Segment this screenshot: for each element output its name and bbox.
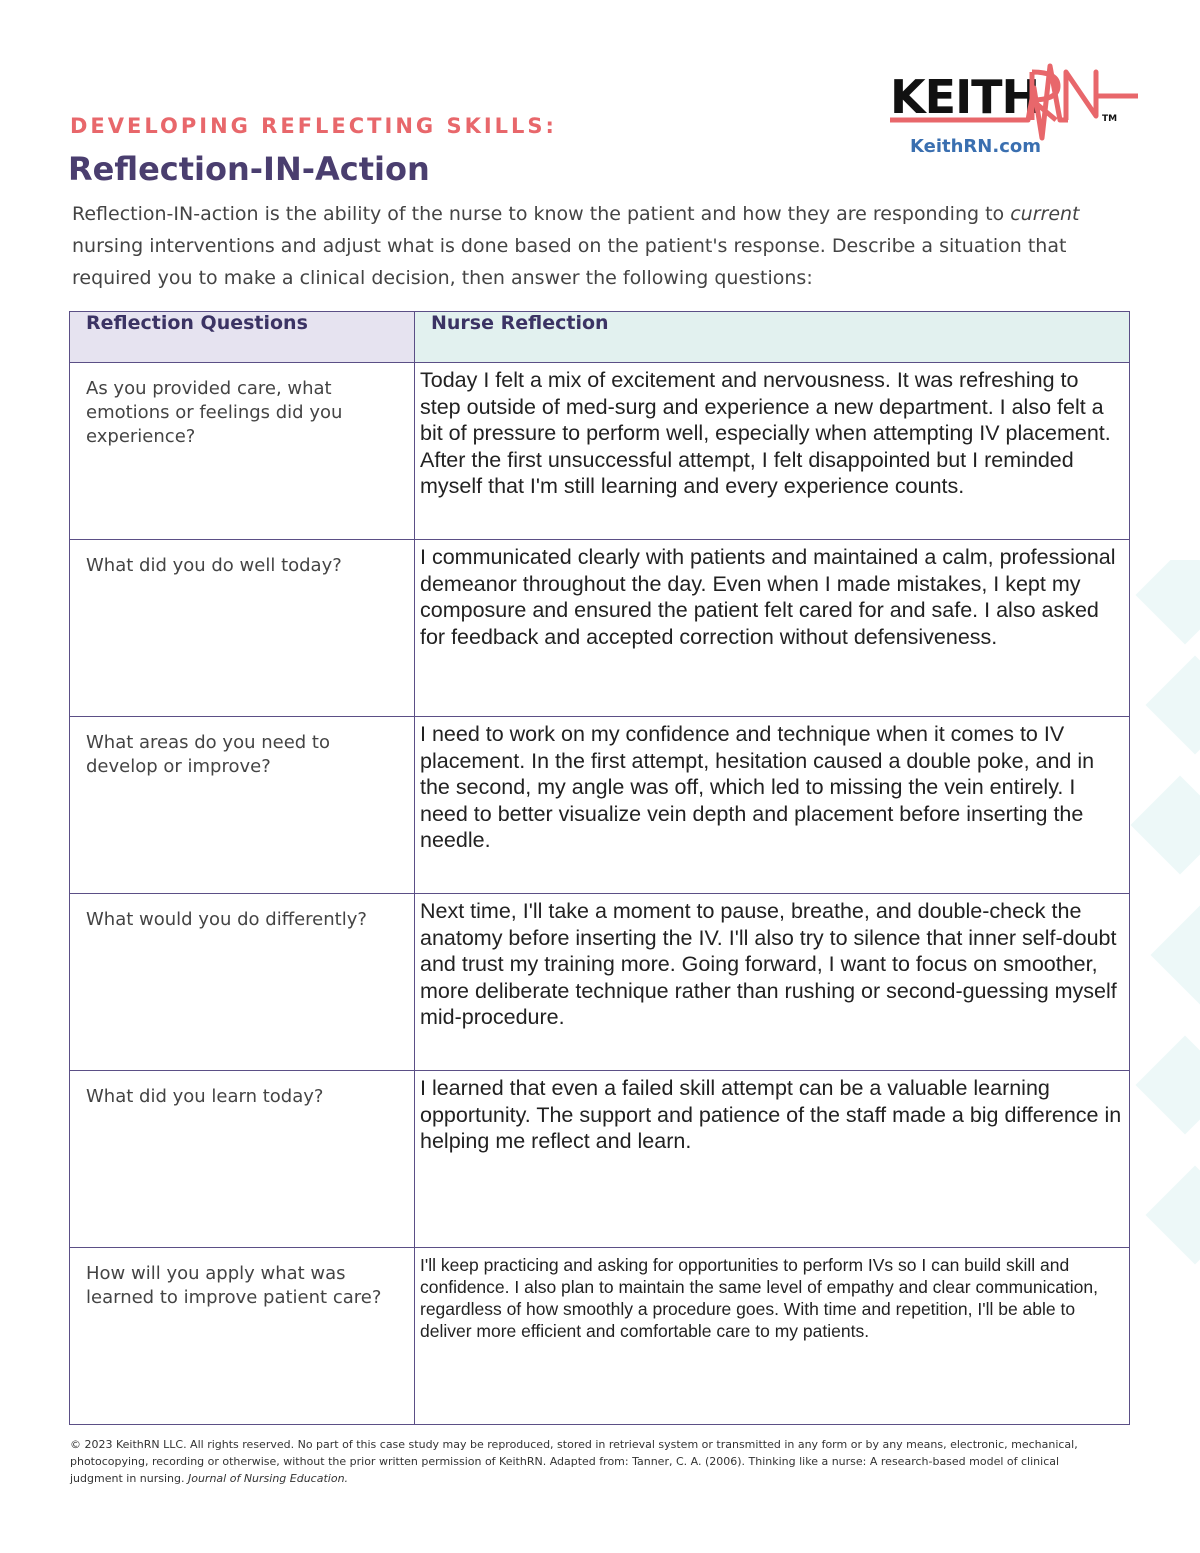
decorative-diamond-pattern bbox=[1130, 560, 1200, 1320]
table-row bbox=[70, 894, 1130, 1071]
intro-text-end: nursing interventions and adjust what is done based on the patient's response. Describe a situation that required you to make a clinical decision, then answer the following questions: bbox=[72, 235, 1067, 289]
section-kicker: DEVELOPING REFLECTING SKILLS: bbox=[70, 114, 557, 138]
intro-text-start: Reflection-IN-action is the ability of the nurse to know the patient and how they are responding to bbox=[72, 203, 1011, 225]
table-row bbox=[70, 363, 1130, 540]
footer-journal: Journal of Nursing Education. bbox=[187, 1472, 349, 1485]
question-cell: As you provided care, what emotions or feelings did you experience? bbox=[70, 363, 415, 540]
page-title: Reflection-IN-Action bbox=[68, 150, 430, 188]
question-cell: What did you learn today? bbox=[70, 1071, 415, 1248]
question-cell: What did you do well today? bbox=[70, 540, 415, 717]
header-nurse-reflection: Nurse Reflection bbox=[415, 312, 1130, 363]
answer-cell[interactable]: I communicated clearly with patients and maintained a calm, professional demeanor throughout the day. Even when I made mistakes, I kept my composure and ensured the patient felt cared for and safe. I also asked for feedback and accepted correction without defensiveness. bbox=[415, 540, 1130, 717]
header-reflection-questions: Reflection Questions bbox=[70, 312, 415, 363]
logo-trademark: TM bbox=[1102, 114, 1118, 124]
answer-cell[interactable]: I learned that even a failed skill attempt can be a valuable learning opportunity. The support and patience of the staff made a big difference in helping me reflect and learn. bbox=[415, 1071, 1130, 1248]
table-row bbox=[70, 540, 1130, 717]
logo-wordmark: KEITH bbox=[890, 70, 1040, 124]
copyright-footer bbox=[70, 1436, 1080, 1487]
intro-paragraph bbox=[72, 198, 1132, 294]
answer-cell[interactable]: I need to work on my confidence and technique when it comes to IV placement. In the first attempt, hesitation caused a double poke, and in the second, my angle was off, which led to missing the vein entirely. I need to better visualize vein depth and placement before inserting the needle. bbox=[415, 717, 1130, 894]
answer-cell[interactable]: I'll keep practicing and asking for opportunities to perform IVs so I can build skill and confidence. I also plan to maintain the same level of empathy and clear communication, regardless of how smoothly a procedure goes. With time and repetition, I'll be able to deliver more efficient and comfortable care to my patients. bbox=[415, 1248, 1130, 1425]
intro-emphasis: current bbox=[1010, 203, 1080, 225]
footer-text: © 2023 KeithRN LLC. All rights reserved. No part of this case study may be reproduced, stored in retrieval system or transmitted in any form or by any means, electronic, mechanical, photocopying, recording or otherwise, without the prior written permission of KeithRN. Adapted from: Tanner, C. A. (2006). Thinking like a nurse: A research-based model of clinical judgment in nursing. bbox=[70, 1438, 1078, 1485]
question-cell: What would you do differently? bbox=[70, 894, 415, 1071]
table-row bbox=[70, 1248, 1130, 1425]
logo-url: KeithRN.com bbox=[910, 136, 1041, 157]
reflection-table bbox=[69, 311, 1130, 1425]
answer-cell[interactable]: Today I felt a mix of excitement and nervousness. It was refreshing to step outside of med-surg and experience a new department. I also felt a bit of pressure to perform well, especially when attempting IV placement. After the first unsuccessful attempt, I felt disappointed but I reminded myself that I'm still learning and every experience counts. bbox=[415, 363, 1130, 540]
table-row bbox=[70, 1071, 1130, 1248]
answer-cell[interactable]: Next time, I'll take a moment to pause, breathe, and double-check the anatomy before inserting the IV. I'll also try to silence that inner self-doubt and trust my training more. Going forward, I want to focus on smoother, more deliberate technique rather than rushing or second-guessing myself mid-procedure. bbox=[415, 894, 1130, 1071]
keithrn-logo bbox=[890, 58, 1140, 168]
question-cell: What areas do you need to develop or improve? bbox=[70, 717, 415, 894]
question-cell: How will you apply what was learned to improve patient care? bbox=[70, 1248, 415, 1425]
table-row bbox=[70, 717, 1130, 894]
